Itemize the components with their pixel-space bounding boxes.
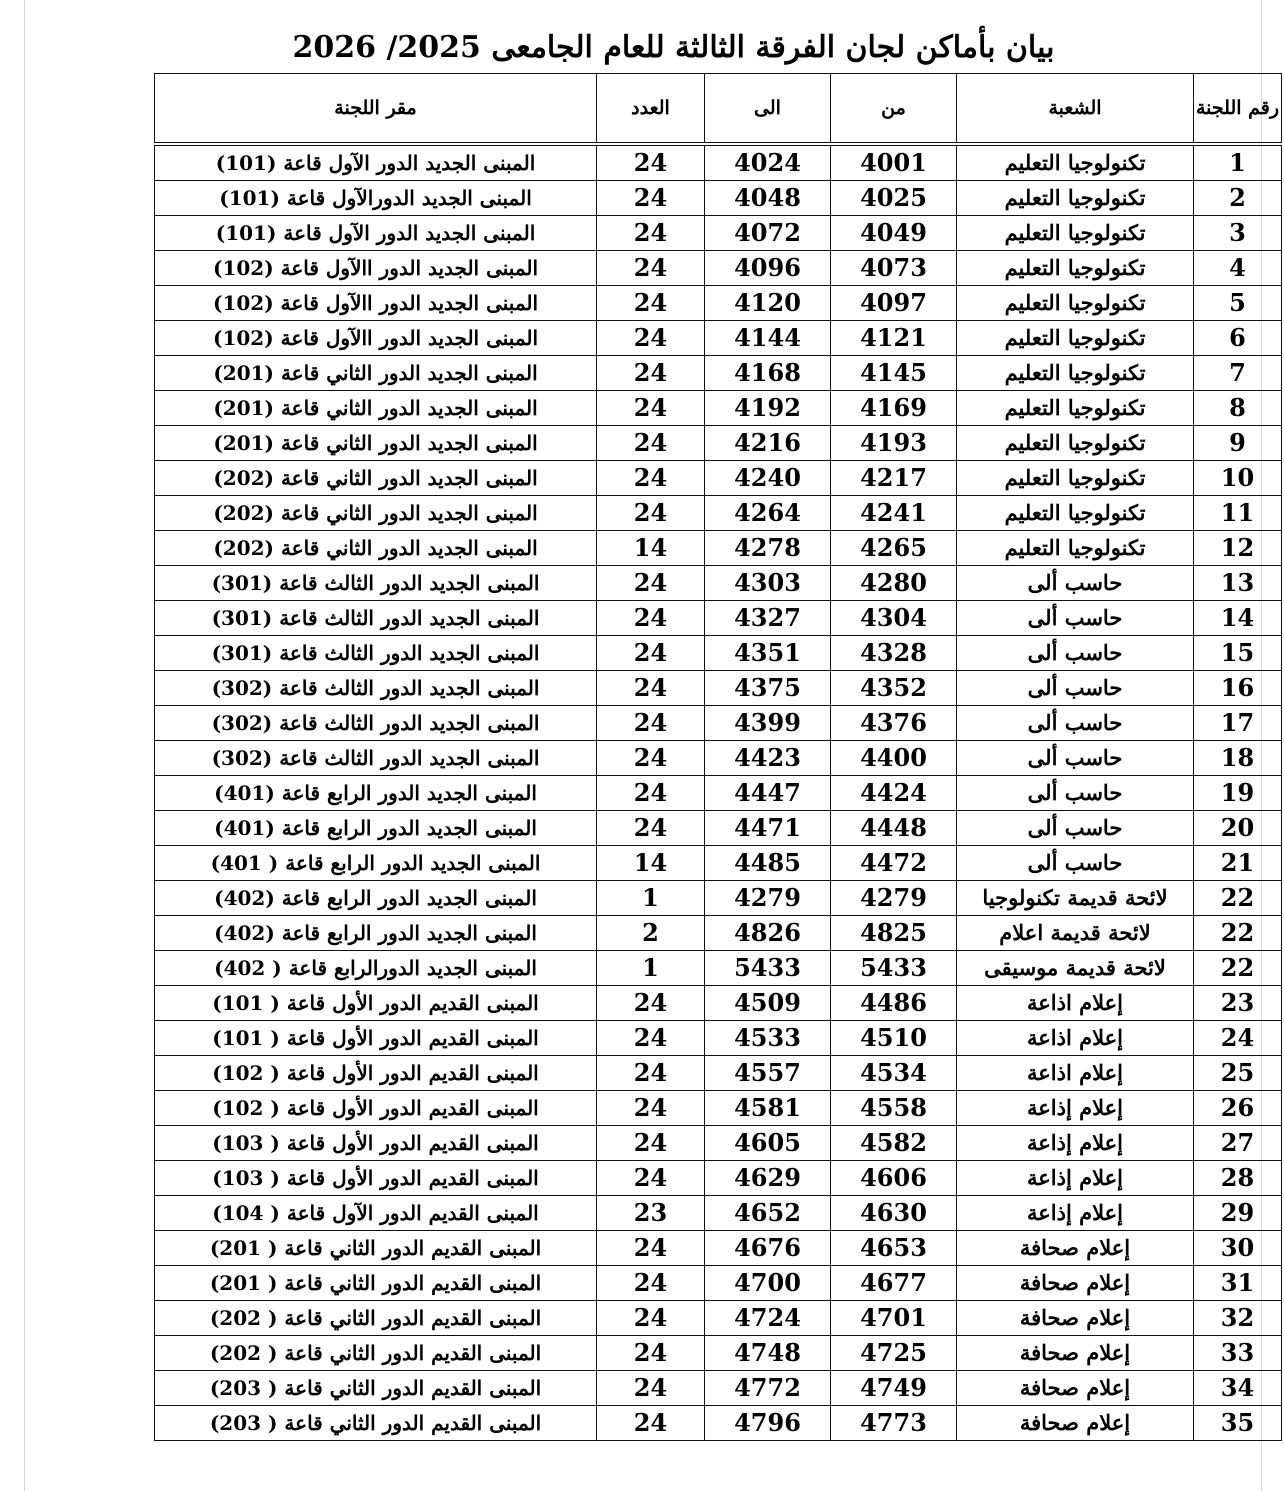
cell-location: المبنى القديم الدور الثاني قاعة ( 203) <box>155 1371 597 1406</box>
cell-to: 4024 <box>705 146 831 181</box>
cell-location: المبنى الجديد الدور الثالث قاعة (301) <box>155 566 597 601</box>
cell-location: المبنى الجديد الدور االآول قاعة (102) <box>155 321 597 356</box>
cell-to: 4605 <box>705 1126 831 1161</box>
cell-committee-no: 27 <box>1194 1126 1282 1161</box>
cell-location: المبنى القديم الدور الأول قاعة ( 102) <box>155 1056 597 1091</box>
cell-committee-no: 25 <box>1194 1056 1282 1091</box>
cell-committee-no: 26 <box>1194 1091 1282 1126</box>
cell-location: المبنى القديم الدور الآول قاعة ( 104) <box>155 1196 597 1231</box>
cell-branch: تكنولوجيا التعليم <box>957 391 1194 426</box>
cell-from: 4582 <box>831 1126 957 1161</box>
cell-location: المبنى الجديد الدور الثالث قاعة (302) <box>155 741 597 776</box>
cell-location: المبنى الجديد الدور الآول قاعة (101) <box>155 146 597 181</box>
cell-to: 4581 <box>705 1091 831 1126</box>
cell-count: 24 <box>597 1266 705 1301</box>
cell-committee-no: 9 <box>1194 426 1282 461</box>
cell-to: 4509 <box>705 986 831 1021</box>
cell-committee-no: 14 <box>1194 601 1282 636</box>
cell-count: 24 <box>597 1091 705 1126</box>
cell-branch: حاسب ألى <box>957 601 1194 636</box>
cell-from: 4049 <box>831 216 957 251</box>
cell-committee-no: 13 <box>1194 566 1282 601</box>
cell-committee-no: 12 <box>1194 531 1282 566</box>
cell-from: 4001 <box>831 146 957 181</box>
cell-branch: إعلام صحافة <box>957 1231 1194 1266</box>
cell-from: 4749 <box>831 1371 957 1406</box>
cell-from: 4193 <box>831 426 957 461</box>
cell-to: 4533 <box>705 1021 831 1056</box>
cell-from: 4217 <box>831 461 957 496</box>
table-row <box>155 1021 1282 1056</box>
cell-from: 4145 <box>831 356 957 391</box>
cell-branch: حاسب ألى <box>957 566 1194 601</box>
cell-count: 1 <box>597 881 705 916</box>
cell-location: المبنى الجديد الدور الثاني قاعة (202) <box>155 531 597 566</box>
cell-to: 4652 <box>705 1196 831 1231</box>
cell-committee-no: 1 <box>1194 146 1282 181</box>
cell-committee-no: 7 <box>1194 356 1282 391</box>
cell-branch: تكنولوجيا التعليم <box>957 251 1194 286</box>
table-row <box>155 391 1282 426</box>
cell-location: المبنى القديم الدور الأول قاعة ( 101) <box>155 986 597 1021</box>
cell-location: المبنى القديم الدور الأول قاعة ( 103) <box>155 1161 597 1196</box>
cell-count: 24 <box>597 1056 705 1091</box>
table-body <box>155 146 1282 1441</box>
header-committee-no: رقم اللجنة <box>1194 74 1282 143</box>
cell-branch: لائحة قديمة موسيقى <box>957 951 1194 986</box>
cell-location: المبنى الجديد الدور الثالث قاعة (301) <box>155 601 597 636</box>
header-count: العدد <box>597 74 705 143</box>
cell-branch: حاسب ألى <box>957 706 1194 741</box>
table-row <box>155 881 1282 916</box>
cell-from: 4328 <box>831 636 957 671</box>
cell-committee-no: 28 <box>1194 1161 1282 1196</box>
table-row <box>155 1371 1282 1406</box>
table-row <box>155 321 1282 356</box>
cell-from: 4701 <box>831 1301 957 1336</box>
header-location: مقر اللجنة <box>155 74 597 143</box>
cell-branch: تكنولوجيا التعليم <box>957 321 1194 356</box>
table-row <box>155 776 1282 811</box>
cell-committee-no: 19 <box>1194 776 1282 811</box>
cell-count: 24 <box>597 566 705 601</box>
cell-to: 4724 <box>705 1301 831 1336</box>
cell-branch: إعلام اذاعة <box>957 1056 1194 1091</box>
cell-location: المبنى القديم الدور الأول قاعة ( 103) <box>155 1126 597 1161</box>
document-page <box>24 0 1280 1491</box>
cell-location: المبنى الجديد الدور الثاني قاعة (201) <box>155 356 597 391</box>
cell-branch: تكنولوجيا التعليم <box>957 461 1194 496</box>
cell-count: 24 <box>597 776 705 811</box>
cell-location: المبنى الجديد الدور الرابع قاعة (402) <box>155 881 597 916</box>
cell-from: 4352 <box>831 671 957 706</box>
cell-count: 24 <box>597 391 705 426</box>
cell-location: المبنى القديم الدور الأول قاعة ( 101) <box>155 1021 597 1056</box>
cell-from: 4653 <box>831 1231 957 1266</box>
cell-count: 24 <box>597 1371 705 1406</box>
table-header-row <box>155 74 1282 143</box>
cell-count: 24 <box>597 986 705 1021</box>
cell-count: 24 <box>597 811 705 846</box>
cell-count: 24 <box>597 1406 705 1441</box>
cell-location: المبنى الجديد الدور الرابع قاعة (401) <box>155 811 597 846</box>
table-row <box>155 1301 1282 1336</box>
cell-to: 4072 <box>705 216 831 251</box>
cell-count: 24 <box>597 286 705 321</box>
cell-from: 4280 <box>831 566 957 601</box>
cell-branch: تكنولوجيا التعليم <box>957 496 1194 531</box>
cell-location: المبنى الجديد الدور الثالث قاعة (302) <box>155 671 597 706</box>
cell-location: المبنى الجديد الدور االآول قاعة (102) <box>155 251 597 286</box>
cell-branch: حاسب ألى <box>957 811 1194 846</box>
cell-location: المبنى القديم الدور الثاني قاعة ( 202) <box>155 1336 597 1371</box>
cell-to: 4471 <box>705 811 831 846</box>
cell-to: 4375 <box>705 671 831 706</box>
table-row <box>155 671 1282 706</box>
cell-to: 4399 <box>705 706 831 741</box>
cell-from: 4558 <box>831 1091 957 1126</box>
cell-to: 4772 <box>705 1371 831 1406</box>
table-row <box>155 531 1282 566</box>
cell-to: 4144 <box>705 321 831 356</box>
cell-from: 4400 <box>831 741 957 776</box>
cell-committee-no: 21 <box>1194 846 1282 881</box>
cell-count: 24 <box>597 636 705 671</box>
cell-location: المبنى الجديد الدور الثالث قاعة (302) <box>155 706 597 741</box>
cell-to: 4447 <box>705 776 831 811</box>
cell-from: 4265 <box>831 531 957 566</box>
cell-committee-no: 22 <box>1194 916 1282 951</box>
cell-to: 4796 <box>705 1406 831 1441</box>
cell-count: 24 <box>597 461 705 496</box>
cell-branch: إعلام صحافة <box>957 1406 1194 1441</box>
table-row <box>155 286 1282 321</box>
cell-location: المبنى الجديد الدور الرابع قاعة (402) <box>155 916 597 951</box>
cell-to: 4279 <box>705 881 831 916</box>
cell-committee-no: 15 <box>1194 636 1282 671</box>
table-row <box>155 636 1282 671</box>
cell-to: 4748 <box>705 1336 831 1371</box>
cell-to: 4485 <box>705 846 831 881</box>
cell-location: المبنى القديم الدور الثاني قاعة ( 201) <box>155 1231 597 1266</box>
cell-count: 24 <box>597 1231 705 1266</box>
cell-count: 24 <box>597 146 705 181</box>
cell-committee-no: 30 <box>1194 1231 1282 1266</box>
cell-to: 5433 <box>705 951 831 986</box>
cell-committee-no: 35 <box>1194 1406 1282 1441</box>
cell-branch: إعلام إذاعة <box>957 1196 1194 1231</box>
cell-committee-no: 32 <box>1194 1301 1282 1336</box>
table-row <box>155 461 1282 496</box>
table-row <box>155 1231 1282 1266</box>
cell-count: 24 <box>597 356 705 391</box>
table-row <box>155 1161 1282 1196</box>
cell-committee-no: 33 <box>1194 1336 1282 1371</box>
table-row <box>155 1406 1282 1441</box>
cell-branch: حاسب ألى <box>957 846 1194 881</box>
cell-from: 4606 <box>831 1161 957 1196</box>
cell-count: 24 <box>597 741 705 776</box>
cell-count: 24 <box>597 426 705 461</box>
cell-from: 4097 <box>831 286 957 321</box>
table-row <box>155 741 1282 776</box>
cell-from: 4825 <box>831 916 957 951</box>
cell-count: 23 <box>597 1196 705 1231</box>
cell-to: 4676 <box>705 1231 831 1266</box>
table-row <box>155 1336 1282 1371</box>
cell-location: المبنى القديم الدور الثاني قاعة ( 203) <box>155 1406 597 1441</box>
cell-location: المبنى القديم الدور الثاني قاعة ( 201) <box>155 1266 597 1301</box>
cell-to: 4700 <box>705 1266 831 1301</box>
cell-committee-no: 5 <box>1194 286 1282 321</box>
cell-from: 4510 <box>831 1021 957 1056</box>
cell-branch: حاسب ألى <box>957 741 1194 776</box>
cell-branch: تكنولوجيا التعليم <box>957 181 1194 216</box>
cell-committee-no: 10 <box>1194 461 1282 496</box>
cell-location: المبنى الجديد الدور الرابع قاعة (401) <box>155 776 597 811</box>
cell-to: 4278 <box>705 531 831 566</box>
header-to: الى <box>705 74 831 143</box>
cell-to: 4264 <box>705 496 831 531</box>
table-row <box>155 1196 1282 1231</box>
cell-committee-no: 29 <box>1194 1196 1282 1231</box>
cell-from: 4472 <box>831 846 957 881</box>
cell-count: 24 <box>597 216 705 251</box>
cell-to: 4303 <box>705 566 831 601</box>
table-row <box>155 251 1282 286</box>
cell-branch: تكنولوجيا التعليم <box>957 216 1194 251</box>
cell-from: 4279 <box>831 881 957 916</box>
cell-branch: تكنولوجيا التعليم <box>957 531 1194 566</box>
cell-from: 4630 <box>831 1196 957 1231</box>
cell-from: 4677 <box>831 1266 957 1301</box>
table-row <box>155 1091 1282 1126</box>
table-row <box>155 426 1282 461</box>
cell-location: المبنى الجديد الدور الآول قاعة (101) <box>155 216 597 251</box>
cell-count: 24 <box>597 321 705 356</box>
cell-committee-no: 6 <box>1194 321 1282 356</box>
header-from: من <box>831 74 957 143</box>
cell-location: المبنى الجديد الدور الثاني قاعة (202) <box>155 496 597 531</box>
cell-to: 4423 <box>705 741 831 776</box>
cell-to: 4351 <box>705 636 831 671</box>
cell-from: 4725 <box>831 1336 957 1371</box>
table-row <box>155 496 1282 531</box>
cell-location: المبنى الجديد الدور الثاني قاعة (202) <box>155 461 597 496</box>
cell-from: 4486 <box>831 986 957 1021</box>
table-row <box>155 811 1282 846</box>
cell-committee-no: 4 <box>1194 251 1282 286</box>
cell-committee-no: 8 <box>1194 391 1282 426</box>
cell-count: 24 <box>597 671 705 706</box>
cell-count: 24 <box>597 706 705 741</box>
cell-from: 4424 <box>831 776 957 811</box>
cell-count: 24 <box>597 251 705 286</box>
cell-count: 24 <box>597 496 705 531</box>
cell-from: 5433 <box>831 951 957 986</box>
cell-location: المبنى الجديد الدور الثاني قاعة (201) <box>155 391 597 426</box>
cell-from: 4448 <box>831 811 957 846</box>
cell-location: المبنى الجديد الدور الثاني قاعة (201) <box>155 426 597 461</box>
cell-to: 4096 <box>705 251 831 286</box>
table-row <box>155 951 1282 986</box>
cell-count: 2 <box>597 916 705 951</box>
cell-committee-no: 23 <box>1194 986 1282 1021</box>
cell-count: 24 <box>597 1126 705 1161</box>
cell-count: 1 <box>597 951 705 986</box>
cell-to: 4192 <box>705 391 831 426</box>
cell-count: 24 <box>597 1161 705 1196</box>
cell-branch: تكنولوجيا التعليم <box>957 146 1194 181</box>
cell-to: 4240 <box>705 461 831 496</box>
cell-committee-no: 22 <box>1194 951 1282 986</box>
cell-from: 4241 <box>831 496 957 531</box>
table-row <box>155 601 1282 636</box>
cell-branch: إعلام اذاعة <box>957 986 1194 1021</box>
table-row <box>155 846 1282 881</box>
cell-to: 4216 <box>705 426 831 461</box>
cell-committee-no: 31 <box>1194 1266 1282 1301</box>
cell-committee-no: 20 <box>1194 811 1282 846</box>
cell-to: 4826 <box>705 916 831 951</box>
cell-count: 14 <box>597 846 705 881</box>
cell-committee-no: 34 <box>1194 1371 1282 1406</box>
table-row <box>155 986 1282 1021</box>
cell-committee-no: 3 <box>1194 216 1282 251</box>
cell-to: 4557 <box>705 1056 831 1091</box>
cell-branch: إعلام إذاعة <box>957 1091 1194 1126</box>
table-row <box>155 1056 1282 1091</box>
cell-from: 4376 <box>831 706 957 741</box>
table-row <box>155 146 1282 181</box>
cell-from: 4169 <box>831 391 957 426</box>
cell-committee-no: 16 <box>1194 671 1282 706</box>
table-row <box>155 1266 1282 1301</box>
cell-count: 14 <box>597 531 705 566</box>
cell-branch: لائحة قديمة اعلام <box>957 916 1194 951</box>
cell-from: 4121 <box>831 321 957 356</box>
cell-branch: حاسب ألى <box>957 636 1194 671</box>
page-title: بيان بأماكن لجان الفرقة الثالثة للعام الجامعى 2025/ 2026 <box>292 30 1055 65</box>
cell-from: 4304 <box>831 601 957 636</box>
cell-from: 4534 <box>831 1056 957 1091</box>
cell-location: المبنى الجديد الدور الثالث قاعة (301) <box>155 636 597 671</box>
committees-table <box>154 73 1282 1441</box>
cell-location: المبنى الجديد الدور الرابع قاعة ( 401) <box>155 846 597 881</box>
cell-committee-no: 17 <box>1194 706 1282 741</box>
cell-from: 4773 <box>831 1406 957 1441</box>
cell-branch: إعلام إذاعة <box>957 1161 1194 1196</box>
cell-location: المبنى الجديد الدورالآول قاعة (101) <box>155 181 597 216</box>
cell-branch: حاسب ألى <box>957 776 1194 811</box>
cell-from: 4073 <box>831 251 957 286</box>
cell-count: 24 <box>597 1021 705 1056</box>
cell-committee-no: 18 <box>1194 741 1282 776</box>
cell-location: المبنى القديم الدور الأول قاعة ( 102) <box>155 1091 597 1126</box>
table-row <box>155 566 1282 601</box>
cell-branch: إعلام صحافة <box>957 1266 1194 1301</box>
cell-branch: إعلام صحافة <box>957 1336 1194 1371</box>
cell-location: المبنى القديم الدور الثاني قاعة ( 202) <box>155 1301 597 1336</box>
cell-committee-no: 2 <box>1194 181 1282 216</box>
cell-branch: تكنولوجيا التعليم <box>957 286 1194 321</box>
cell-to: 4048 <box>705 181 831 216</box>
cell-count: 24 <box>597 181 705 216</box>
cell-count: 24 <box>597 1301 705 1336</box>
table-row <box>155 706 1282 741</box>
cell-branch: إعلام صحافة <box>957 1301 1194 1336</box>
cell-committee-no: 11 <box>1194 496 1282 531</box>
cell-branch: تكنولوجيا التعليم <box>957 426 1194 461</box>
table-row <box>155 916 1282 951</box>
cell-to: 4327 <box>705 601 831 636</box>
table-row <box>155 181 1282 216</box>
cell-branch: لائحة قديمة تكنولوجيا <box>957 881 1194 916</box>
table-row <box>155 216 1282 251</box>
cell-committee-no: 22 <box>1194 881 1282 916</box>
cell-location: المبنى الجديد الدورالرابع قاعة ( 402) <box>155 951 597 986</box>
cell-count: 24 <box>597 1336 705 1371</box>
cell-to: 4629 <box>705 1161 831 1196</box>
cell-to: 4120 <box>705 286 831 321</box>
cell-from: 4025 <box>831 181 957 216</box>
table-row <box>155 356 1282 391</box>
cell-branch: تكنولوجيا التعليم <box>957 356 1194 391</box>
cell-committee-no: 24 <box>1194 1021 1282 1056</box>
cell-branch: إعلام اذاعة <box>957 1021 1194 1056</box>
cell-branch: إعلام إذاعة <box>957 1126 1194 1161</box>
cell-count: 24 <box>597 601 705 636</box>
cell-location: المبنى الجديد الدور االآول قاعة (102) <box>155 286 597 321</box>
header-branch: الشعبة <box>957 74 1194 143</box>
cell-to: 4168 <box>705 356 831 391</box>
cell-branch: حاسب ألى <box>957 671 1194 706</box>
cell-branch: إعلام صحافة <box>957 1371 1194 1406</box>
table-row <box>155 1126 1282 1161</box>
